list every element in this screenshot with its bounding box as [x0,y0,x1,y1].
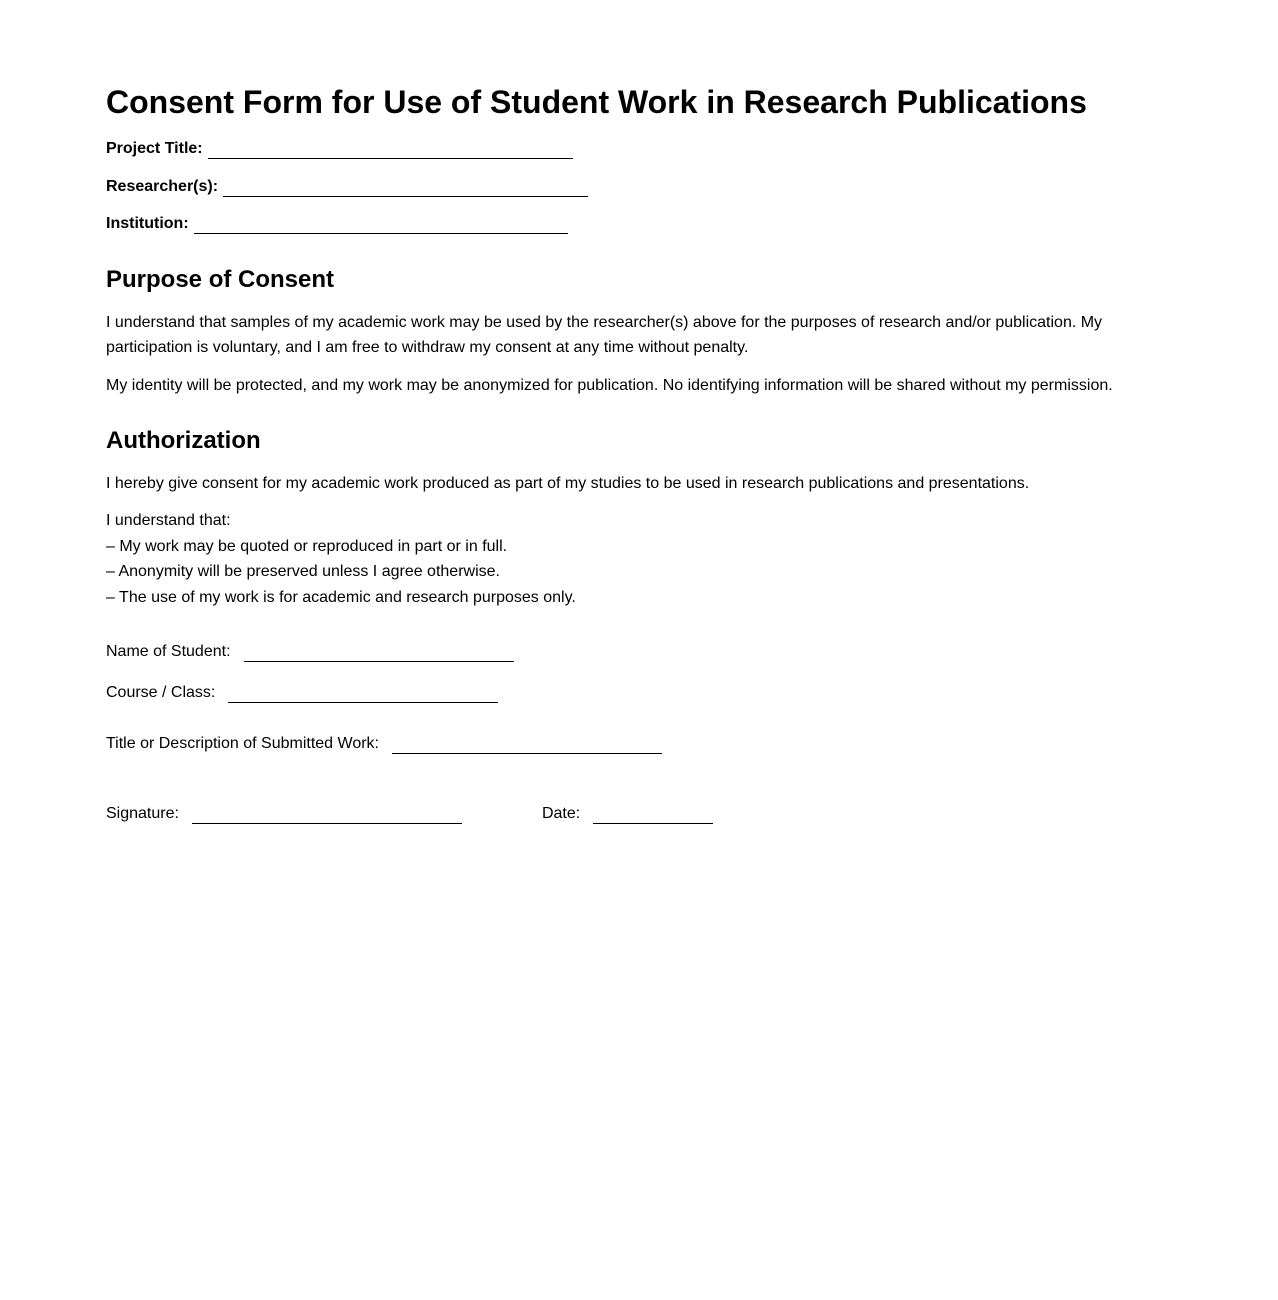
list-item: – The use of my work is for academic and research purposes only. [106,588,576,606]
course-field[interactable] [228,684,498,703]
list-item: – Anonymity will be preserved unless I agree otherwise. [106,563,500,580]
course-row [106,683,498,703]
student-name-row [106,642,514,662]
purpose-heading: Purpose of Consent [106,266,335,293]
project-title-label: Project Title: [106,140,203,157]
researchers-label: Researcher(s): [106,178,219,195]
date-group [542,804,713,824]
course-label: Course / Class: [106,684,216,701]
researchers-row [106,177,588,197]
list-intro: I understand that: [106,512,231,529]
work-title-field[interactable] [392,735,662,754]
date-field[interactable] [593,805,713,824]
signature-label: Signature: [106,805,179,822]
institution-field[interactable] [194,215,568,234]
authorization-paragraph: I hereby give consent for my academic work produced as part of my studies to be used in research publications and presentations. [106,475,1030,492]
project-title-field[interactable] [208,140,573,159]
institution-label: Institution: [106,215,189,232]
project-title-row [106,139,573,159]
purpose-paragraph-2: My identity will be protected, and my work may be anonymized for publication. No identifying information will be shared without my permission. [106,377,1113,394]
understanding-list [106,508,576,610]
date-label: Date: [541,805,581,822]
work-title-row [106,734,662,754]
signature-field[interactable] [192,805,462,824]
purpose-paragraph-1: I understand that samples of my academic work may be used by the researcher(s) above for the purposes of research and/or publication. My participation is voluntary, and I am free to withdraw my consent at any time without penalty. [106,314,1103,356]
work-title-label: Title or Description of Submitted Work: [106,735,379,752]
institution-row [106,214,568,234]
form-title: Consent Form for Use of Student Work in Research Publications [106,84,1087,120]
student-name-field[interactable] [244,643,514,662]
researchers-field[interactable] [223,178,588,197]
student-name-label: Name of Student: [106,643,231,660]
authorization-heading: Authorization [106,427,261,454]
list-item: – My work may be quoted or reproduced in part or in full. [106,537,508,555]
signature-date-row [106,804,713,824]
